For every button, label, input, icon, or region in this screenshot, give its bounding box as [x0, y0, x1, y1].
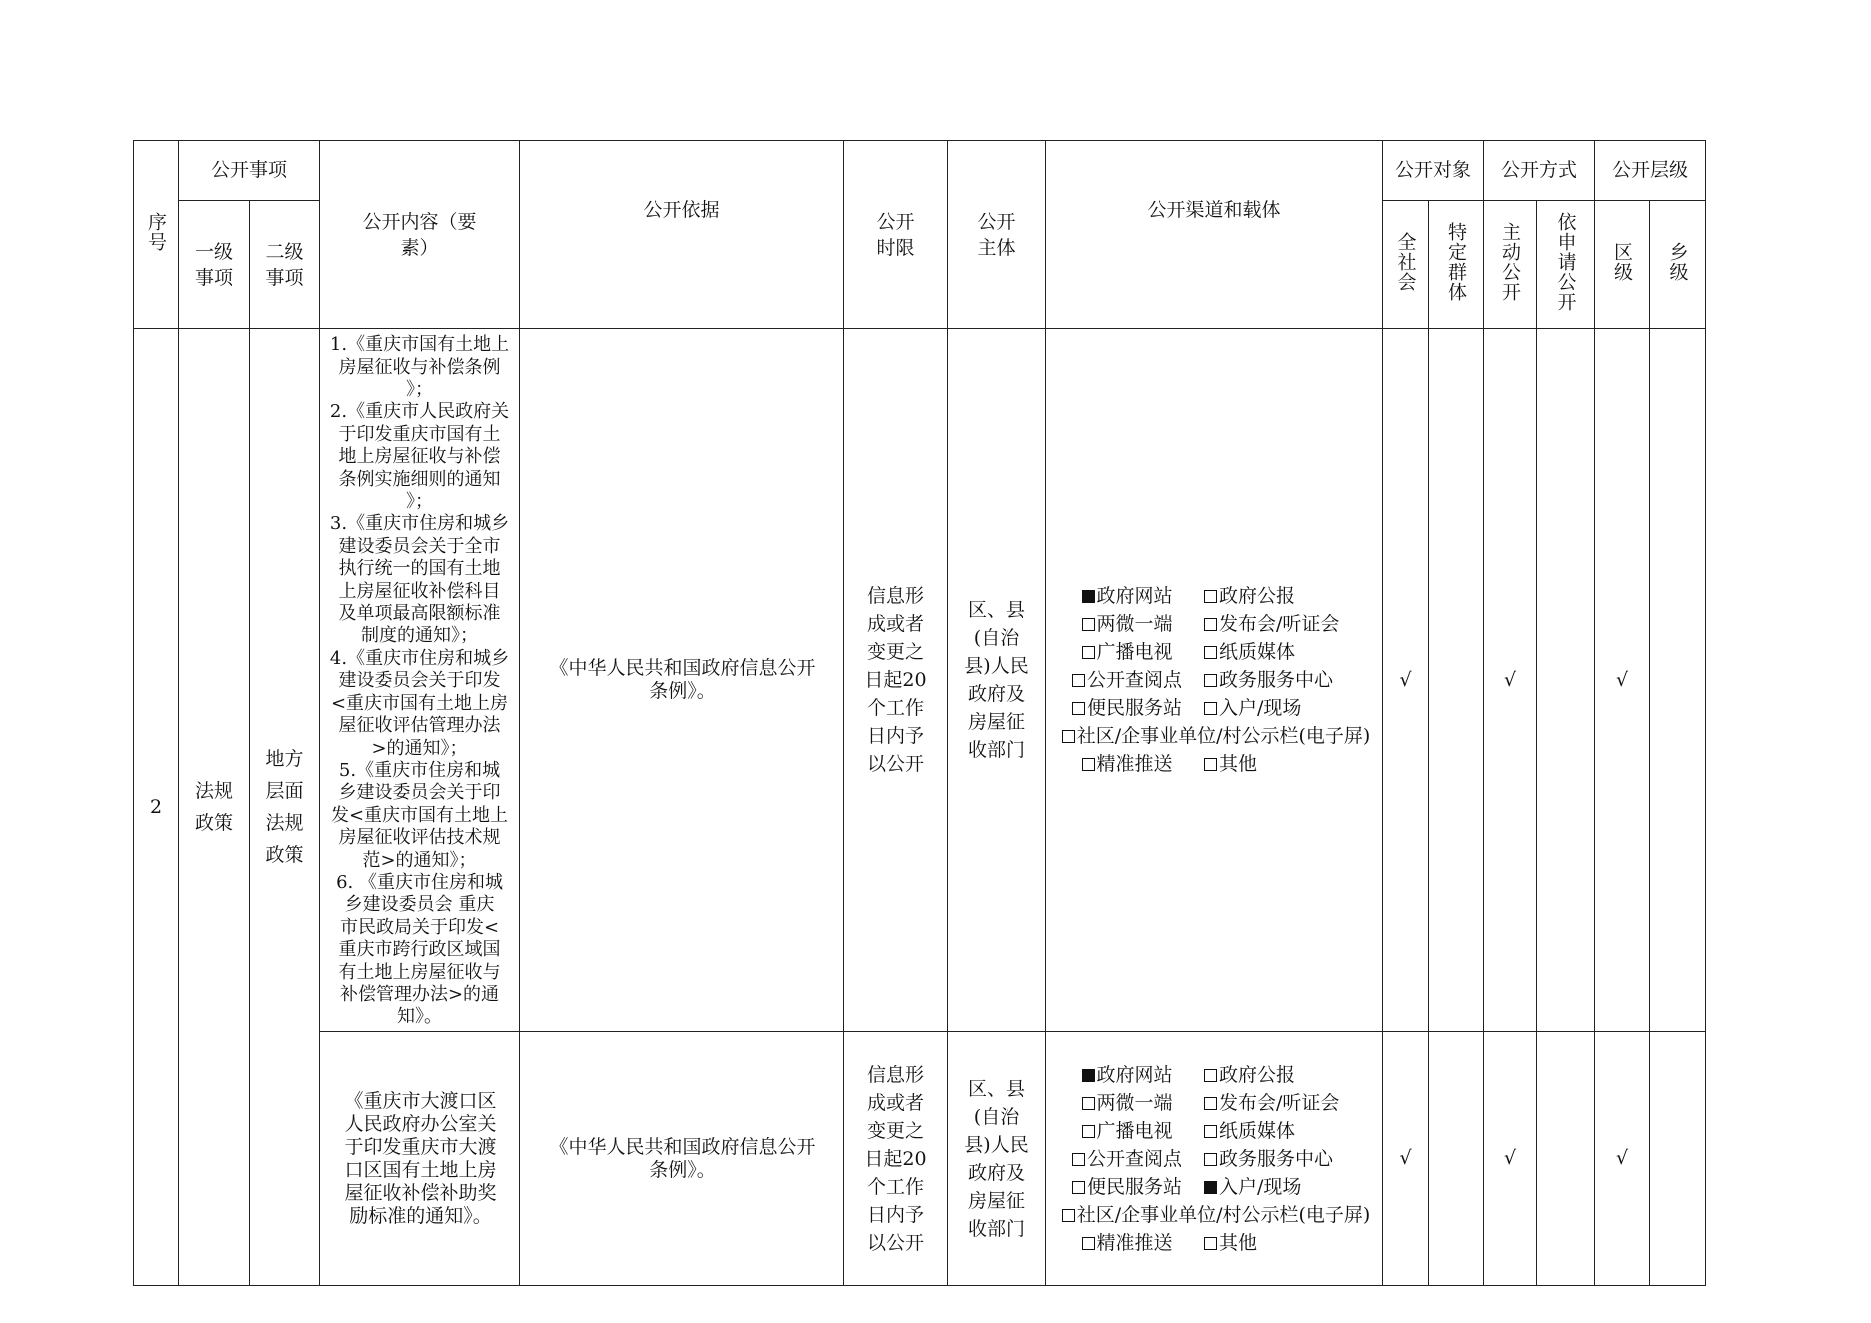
text-line: 乡建设委员会关于印 — [338, 782, 501, 804]
channel-label: 广播电视 — [1096, 641, 1173, 663]
unchecked-box-icon — [1204, 702, 1217, 715]
text-line: 有土地上房屋征收与 — [338, 961, 501, 983]
channel-option — [1050, 1145, 1204, 1173]
text-line: 3.《重庆市住房和城乡 — [329, 513, 510, 535]
text-line: 于印发重庆市大渡 — [344, 1135, 497, 1158]
sub2-check-specific — [1429, 1032, 1484, 1286]
unchecked-box-icon — [1062, 730, 1075, 743]
text-line: 人民政府办公室关 — [344, 1112, 497, 1135]
text-line: 《重庆市大渡口区 — [344, 1089, 497, 1112]
channel-label: 公开查阅点 — [1087, 669, 1183, 691]
sub1-check-request — [1537, 329, 1595, 1032]
channel-label: 便民服务站 — [1087, 1175, 1183, 1198]
unchecked-box-icon — [1072, 702, 1085, 715]
channel-option — [1050, 1173, 1204, 1201]
text-line: 乡建设委员会 重庆 — [344, 894, 495, 916]
unchecked-box-icon — [1204, 646, 1217, 659]
text-line: 日内予 — [867, 725, 925, 747]
text-line: 上房屋征收补偿科目 — [338, 580, 501, 602]
text-line: 政策 — [194, 812, 233, 834]
disclosure-table — [133, 140, 1706, 1286]
sub2-check-all: √ — [1383, 1032, 1429, 1286]
sub2-check-township — [1650, 1032, 1706, 1286]
unchecked-box-icon — [1072, 1181, 1085, 1194]
sub1-subject — [948, 329, 1046, 1032]
header-method: 公开方式 — [1484, 141, 1595, 201]
channel-option — [1204, 1061, 1295, 1089]
channel-option — [1050, 666, 1204, 694]
table-row — [134, 329, 1706, 1032]
unchecked-box-icon — [1204, 758, 1217, 771]
text-line: 市民政局关于印发< — [339, 916, 500, 938]
channel-option — [1204, 1089, 1339, 1117]
checked-box-icon — [1204, 1181, 1217, 1194]
unchecked-box-icon — [1062, 1209, 1075, 1222]
channel-option — [1050, 1061, 1204, 1089]
text-line: 县)人民 — [964, 655, 1029, 677]
channel-label: 公开查阅点 — [1087, 1147, 1183, 1170]
text-line: 房屋征收评估技术规 — [338, 827, 501, 849]
channel-option — [1050, 638, 1204, 666]
channel-label: 两微一端 — [1096, 1091, 1173, 1114]
header-level1: 一级事项 — [179, 201, 250, 329]
channel-row — [1050, 1145, 1382, 1173]
sub1-basis — [520, 329, 844, 1032]
channel-row — [1050, 694, 1382, 722]
unchecked-box-icon — [1082, 1237, 1095, 1250]
channel-label: 精准推送 — [1096, 1231, 1173, 1254]
channel-option — [1050, 1201, 1382, 1229]
unchecked-box-icon — [1204, 1153, 1217, 1166]
channel-label: 入户/现场 — [1219, 1175, 1302, 1198]
header-items: 公开事项 — [179, 141, 320, 201]
text-line: 日起20 — [864, 669, 927, 691]
text-line: 区、县 — [968, 599, 1026, 621]
text-line: 4.《重庆市住房和城乡 — [329, 647, 510, 669]
text-line: (自治 — [973, 627, 1020, 649]
header-level2: 二级事项 — [250, 201, 320, 329]
channel-option — [1050, 582, 1204, 610]
header-subject: 公开主体 — [948, 141, 1046, 329]
checked-box-icon — [1082, 590, 1095, 603]
header-seq: 序号 — [134, 141, 179, 329]
text-line: 信息形 — [867, 585, 925, 607]
channel-option — [1050, 610, 1204, 638]
channel-row — [1050, 638, 1382, 666]
header-audience: 公开对象 — [1383, 141, 1484, 201]
channel-option — [1204, 610, 1339, 638]
channel-option — [1204, 582, 1295, 610]
text-line: 法规 — [194, 780, 233, 802]
sub2-check-request — [1537, 1032, 1595, 1286]
channel-label: 政府网站 — [1096, 585, 1173, 607]
channel-row — [1050, 750, 1382, 778]
text-line: 层面 — [265, 780, 304, 802]
channel-option — [1204, 1173, 1301, 1201]
channel-label: 发布会/听证会 — [1219, 613, 1340, 635]
channel-option — [1050, 1117, 1204, 1145]
channel-label: 纸质媒体 — [1219, 1119, 1296, 1142]
text-line: 信息形 — [867, 1063, 925, 1086]
text-line: 法规 — [265, 812, 304, 834]
sub2-subject — [948, 1032, 1046, 1286]
text-line: 收部门 — [968, 739, 1026, 761]
channel-option — [1050, 1089, 1204, 1117]
text-line: 地方 — [265, 748, 304, 770]
text-line: 》； — [406, 491, 434, 513]
text-line: 5.《重庆市住房和城 — [338, 759, 501, 781]
text-line: 励标准的通知》。 — [349, 1204, 492, 1227]
header-method-active: 主动公开 — [1484, 201, 1537, 329]
sub2-time-limit — [844, 1032, 948, 1286]
sub2-basis — [520, 1032, 844, 1286]
unchecked-box-icon — [1204, 1069, 1217, 1082]
text-line: 房屋征 — [968, 1189, 1026, 1212]
unchecked-box-icon — [1072, 1153, 1085, 1166]
channel-label: 其他 — [1219, 1231, 1258, 1254]
table-row — [134, 1032, 1706, 1286]
channel-row — [1050, 1089, 1382, 1117]
text-line: 《中华人民共和国政府信息公开 — [549, 657, 816, 679]
row-level1 — [179, 329, 250, 1286]
header-time-limit: 公开时限 — [844, 141, 948, 329]
text-line: 地上房屋征收与补偿 — [338, 446, 501, 468]
unchecked-box-icon — [1204, 618, 1217, 631]
channel-option — [1204, 750, 1257, 778]
channel-label: 广播电视 — [1096, 1119, 1173, 1142]
channel-row — [1050, 1061, 1382, 1089]
unchecked-box-icon — [1204, 674, 1217, 687]
channel-label: 两微一端 — [1096, 613, 1173, 635]
channel-label: 纸质媒体 — [1219, 641, 1296, 663]
header-basis: 公开依据 — [520, 141, 844, 329]
text-line: 补偿管理办法>的通 — [339, 983, 500, 1005]
channel-option — [1050, 750, 1204, 778]
sub1-content — [320, 329, 520, 1032]
text-line: 成或者 — [867, 613, 925, 635]
channel-option — [1204, 1229, 1257, 1257]
channel-label: 社区/企事业单位/村公示栏(电子屏) — [1076, 1203, 1371, 1226]
unchecked-box-icon — [1082, 1097, 1095, 1110]
sub1-check-township — [1650, 329, 1706, 1032]
header-method-request: 依申请公开 — [1537, 201, 1595, 329]
text-line: 变更之 — [867, 1119, 925, 1142]
unchecked-box-icon — [1082, 646, 1095, 659]
unchecked-box-icon — [1204, 1097, 1217, 1110]
channel-label: 社区/企事业单位/村公示栏(电子屏) — [1076, 725, 1371, 747]
channel-option — [1204, 638, 1295, 666]
header-audience-specific: 特定群体 — [1429, 201, 1484, 329]
text-line: <重庆市国有土地上房 — [330, 692, 509, 714]
row-seq: 2 — [134, 329, 179, 1286]
text-line: 个工作 — [867, 1175, 925, 1198]
text-line: 发<重庆市国有土地上 — [330, 804, 509, 826]
header-level-township: 乡级 — [1650, 201, 1706, 329]
text-line: 个工作 — [867, 697, 925, 719]
header-audience-all: 全社会 — [1383, 201, 1429, 329]
channel-option — [1204, 1145, 1333, 1173]
channel-option — [1204, 666, 1333, 694]
channel-row — [1050, 1117, 1382, 1145]
channel-label: 政务服务中心 — [1219, 669, 1334, 691]
text-line: 制度的通知》； — [361, 625, 479, 647]
text-line: 县)人民 — [964, 1133, 1029, 1156]
text-line: 房屋征收与补偿条例 — [338, 356, 501, 378]
header-channels: 公开渠道和载体 — [1046, 141, 1383, 329]
text-line: 日起20 — [864, 1147, 927, 1170]
channel-label: 便民服务站 — [1087, 697, 1183, 719]
text-line: 政府及 — [968, 1161, 1026, 1184]
channel-label: 入户/现场 — [1219, 697, 1302, 719]
channel-option — [1204, 1117, 1295, 1145]
unchecked-box-icon — [1072, 674, 1085, 687]
text-line: 以公开 — [867, 753, 925, 775]
sub2-check-district: √ — [1595, 1032, 1650, 1286]
text-line: 及单项最高限额标准 — [338, 603, 501, 625]
channel-option — [1050, 1229, 1204, 1257]
sub2-check-active: √ — [1484, 1032, 1537, 1286]
channel-label: 政府网站 — [1096, 1063, 1173, 1086]
channel-label: 其他 — [1219, 753, 1258, 775]
header-content: 公开内容（要素） — [320, 141, 520, 329]
channel-row — [1050, 666, 1382, 694]
unchecked-box-icon — [1204, 1237, 1217, 1250]
text-line: 建设委员会关于印发 — [338, 670, 501, 692]
unchecked-box-icon — [1082, 618, 1095, 631]
text-line: 屋征收补偿补助奖 — [344, 1181, 497, 1204]
text-line: 区、县 — [968, 1077, 1026, 1100]
channel-option — [1050, 722, 1382, 750]
text-line: 条例》。 — [649, 680, 716, 702]
unchecked-box-icon — [1204, 1125, 1217, 1138]
channel-label: 政务服务中心 — [1219, 1147, 1334, 1170]
text-line: 条例》。 — [649, 1158, 716, 1181]
unchecked-box-icon — [1082, 1125, 1095, 1138]
channel-label: 政府公报 — [1219, 1063, 1296, 1086]
text-line: 6. 《重庆市住房和城 — [336, 871, 503, 893]
sub2-content — [320, 1032, 520, 1286]
sub1-time-limit — [844, 329, 948, 1032]
header-level-district: 区级 — [1595, 201, 1650, 329]
text-line: 1.《重庆市国有土地上 — [329, 334, 510, 356]
header-level: 公开层级 — [1595, 141, 1706, 201]
text-line: 于印发重庆市国有土 — [338, 423, 501, 445]
text-line: 屋征收评估管理办法 — [338, 715, 501, 737]
row-level2 — [250, 329, 320, 1286]
text-line: 变更之 — [867, 641, 925, 663]
unchecked-box-icon — [1204, 590, 1217, 603]
sub1-channels — [1046, 329, 1383, 1032]
text-line: 范>的通知》； — [362, 849, 477, 871]
text-line: 房屋征 — [968, 711, 1026, 733]
sub1-check-district: √ — [1595, 329, 1650, 1032]
text-line: 知》。 — [397, 1006, 443, 1028]
checked-box-icon — [1082, 1069, 1095, 1082]
text-line: 收部门 — [968, 1217, 1026, 1240]
text-line: 政策 — [265, 844, 304, 866]
text-line: 》； — [406, 379, 434, 401]
channel-row — [1050, 582, 1382, 610]
text-line: 条例实施细则的通知 — [338, 468, 501, 490]
channel-row — [1050, 610, 1382, 638]
sub1-check-all: √ — [1383, 329, 1429, 1032]
text-line: 执行统一的国有土地 — [338, 558, 501, 580]
sub1-check-active: √ — [1484, 329, 1537, 1032]
channel-option — [1050, 694, 1204, 722]
channel-label: 精准推送 — [1096, 753, 1173, 775]
sub2-channels — [1046, 1032, 1383, 1286]
text-line: 《中华人民共和国政府信息公开 — [549, 1135, 816, 1158]
text-line: >的通知》； — [371, 737, 468, 759]
channel-row — [1050, 1229, 1382, 1257]
unchecked-box-icon — [1082, 758, 1095, 771]
channel-label: 政府公报 — [1219, 585, 1296, 607]
text-line: 建设委员会关于全市 — [338, 535, 501, 557]
channel-label: 发布会/听证会 — [1219, 1091, 1340, 1114]
text-line: 政府及 — [968, 683, 1026, 705]
text-line: 重庆市跨行政区域国 — [338, 939, 501, 961]
channel-option — [1204, 694, 1301, 722]
text-line: 日内予 — [867, 1203, 925, 1226]
text-line: 成或者 — [867, 1091, 925, 1114]
text-line: (自治 — [973, 1105, 1020, 1128]
text-line: 以公开 — [867, 1231, 925, 1254]
channel-row — [1050, 1173, 1382, 1201]
sub1-check-specific — [1429, 329, 1484, 1032]
text-line: 2.《重庆市人民政府关 — [329, 401, 510, 423]
text-line: 口区国有土地上房 — [344, 1158, 497, 1181]
